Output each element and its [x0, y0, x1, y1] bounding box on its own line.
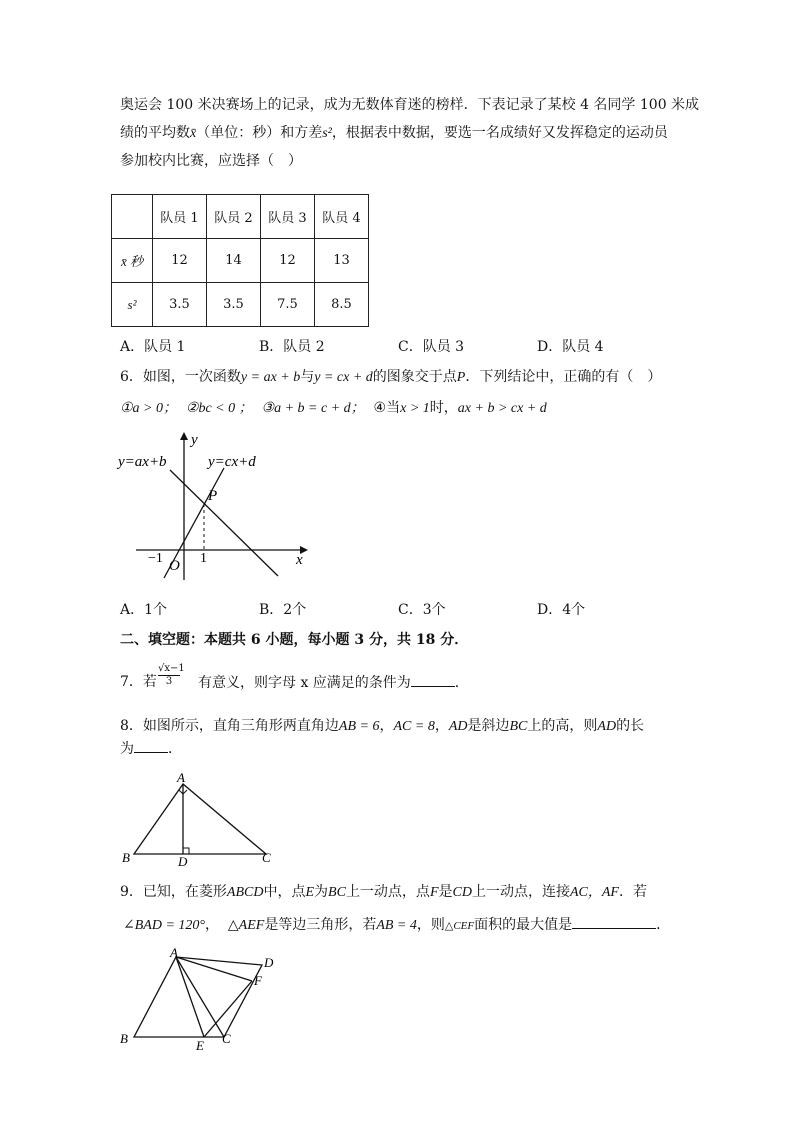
q6-option-d[interactable]: D．4个: [537, 602, 586, 618]
conclusion-3: ③a + b = c + d；: [261, 401, 365, 416]
q8-text: 是斜边: [467, 718, 510, 734]
q6-graph: [112, 428, 322, 588]
conclusion-2: ②bc < 0 ；: [185, 401, 253, 416]
q5-stem-text: （单位：秒）和方差: [196, 125, 323, 141]
label-d: D: [264, 955, 274, 970]
q7-text: 7．若: [120, 674, 157, 690]
q9-stem-line2: [123, 914, 670, 936]
q9-stem-line1: [120, 882, 647, 903]
table-row: [112, 283, 369, 327]
label-b: B: [120, 1031, 128, 1046]
label-e: E: [196, 1038, 204, 1053]
q6-text: 与: [300, 369, 315, 385]
table-header-cell: 队员 4: [315, 195, 369, 239]
q8-text: 的长: [616, 718, 645, 734]
fraction-numerator: √x−1: [158, 663, 185, 674]
table-cell: 3.5: [153, 283, 207, 327]
graph-label-1: 1: [200, 551, 207, 566]
q8-triangle-figure: [116, 768, 286, 868]
label-f: F: [254, 973, 262, 988]
table-cell: 7.5: [261, 283, 315, 327]
point-p: P: [456, 370, 466, 385]
q9-text: 是: [438, 884, 453, 900]
q8-text: 为: [120, 741, 134, 757]
q8-math: AC = 8: [393, 719, 435, 734]
conclusion-4-text: ④当: [373, 400, 401, 416]
q8-stem-line1: [120, 716, 644, 737]
q9-math: BC: [328, 885, 346, 900]
q8-math: BC: [509, 719, 528, 734]
label-c: C: [262, 850, 271, 865]
q6-conclusions: [120, 398, 547, 419]
table-row-label: s²: [112, 283, 153, 327]
graph-label-p: P: [208, 488, 218, 504]
line-ax-b: [170, 470, 278, 576]
fraction-denominator: 3: [165, 676, 173, 687]
table-header-cell: 队员 1: [153, 195, 207, 239]
triangle-abc: [134, 784, 266, 854]
label-a: A: [177, 770, 185, 785]
table-cell: 13: [315, 239, 369, 283]
conclusion-1: ①a > 0；: [120, 401, 177, 416]
q9-math: CD: [452, 885, 472, 900]
label-c: C: [222, 1031, 231, 1046]
q9-rhombus-figure: [116, 945, 286, 1055]
q9-math: AC，AF: [569, 885, 619, 900]
conclusion-4-cond: x > 1: [400, 401, 430, 416]
q9-text: ．若: [618, 884, 647, 900]
conclusion-4-ineq: ax + b > cx + d: [457, 401, 547, 416]
q9-math: △CEF: [444, 920, 475, 932]
label-a: A: [170, 945, 178, 960]
table-header-cell: 队员 2: [207, 195, 261, 239]
q9-text: 上一动点，点: [345, 884, 430, 900]
answer-blank[interactable]: [411, 672, 455, 687]
table-cell: 8.5: [315, 283, 369, 327]
q5-option-d[interactable]: D．队员 4: [537, 339, 604, 355]
q9-text: 9．已知，在菱形: [120, 884, 227, 900]
graph-label-ax-b: y=ax+b: [118, 454, 167, 470]
q9-text: 上一动点，连接: [471, 884, 570, 900]
q6-option-a[interactable]: A．1个: [120, 602, 168, 618]
q9-text: 是等边三角形，若: [264, 917, 377, 933]
conclusion-4-text: 时，: [429, 400, 458, 416]
q7-text: ．: [454, 675, 469, 691]
q9-text: 为: [314, 884, 329, 900]
q6-option-b[interactable]: B．2个: [259, 602, 307, 618]
q9-text: ．: [656, 917, 671, 933]
q8-math: AB = 6: [338, 719, 380, 734]
table-cell: 12: [261, 239, 315, 283]
variance-symbol: s²: [322, 126, 332, 141]
q8-math: AD: [597, 719, 617, 734]
q5-option-b[interactable]: B．队员 2: [259, 339, 325, 355]
label-d: D: [178, 854, 188, 868]
q9-math: E: [305, 885, 315, 900]
q5-option-c[interactable]: C．队员 3: [398, 339, 465, 355]
function-2: y = cx + d: [314, 370, 373, 385]
q9-math: F: [429, 885, 439, 900]
q5-stem-line3: 参加校内比赛，应选择（ ）: [120, 153, 302, 169]
q7-stem-tail: [198, 672, 469, 693]
q5-stem-text: ，根据表中数据，要选一名成绩好又发挥稳定的运动员: [331, 125, 668, 141]
q8-math: AD: [448, 719, 468, 734]
table-cell: 14: [207, 239, 261, 283]
q8-text: ，: [434, 718, 449, 734]
q9-math: ABCD: [226, 885, 264, 900]
section-heading: 二、填空题：本题共 6 小题，每小题 3 分，共 18 分．: [120, 632, 469, 648]
q9-text: ，则: [416, 917, 445, 933]
mean-symbol: x̄: [190, 126, 197, 141]
table-cell: 3.5: [207, 283, 261, 327]
q7-text: 有意义，则字母 x 应满足的条件为: [198, 675, 411, 691]
graph-label-o: O: [169, 558, 180, 574]
q8-text: ．: [168, 741, 182, 757]
table-row-label: x̄ 秒: [112, 239, 153, 283]
graph-label-neg1: −1: [148, 551, 163, 566]
score-table: [111, 194, 369, 327]
q7-stem: [120, 672, 157, 692]
table-header-cell: [112, 195, 153, 239]
rhombus-abcd: [134, 957, 262, 1037]
q5-option-a[interactable]: A．队员 1: [120, 339, 186, 355]
q9-math: △AEF: [227, 918, 265, 933]
function-1: y = ax + b: [240, 370, 301, 385]
table-row: [112, 239, 369, 283]
q6-stem: [120, 367, 661, 388]
q5-stem-line1: 奥运会 100 米决赛场上的记录，成为无数体育迷的榜样．下表记录了某校 4 名同学 100 米成: [120, 97, 700, 113]
q5-stem-line2: [120, 123, 668, 144]
q6-text: ．下列结论中，正确的有（ ）: [465, 369, 662, 385]
q7-fraction: [158, 663, 185, 688]
q6-option-c[interactable]: C．3个: [398, 602, 446, 618]
table-header-cell: 队员 3: [261, 195, 315, 239]
graph-label-cx-d: y=cx+d: [208, 454, 256, 470]
q8-stem-line2: [120, 738, 182, 759]
y-axis-arrow-icon: [180, 432, 188, 440]
q9-math: ∠BAD = 120°: [123, 918, 205, 933]
q9-text: 中，点: [263, 884, 306, 900]
q9-text: ，: [205, 917, 219, 933]
q9-math: AB = 4: [376, 918, 417, 933]
q6-text: 的图象交于点: [372, 369, 457, 385]
q8-text: 上的高，则: [527, 718, 598, 734]
q8-text: 8．如图所示，直角三角形两直角边: [120, 718, 339, 734]
graph-label-x: x: [296, 552, 303, 568]
table-header-row: [112, 195, 369, 239]
table-cell: 12: [153, 239, 207, 283]
q9-text: 面积的最大值是: [474, 917, 573, 933]
answer-blank[interactable]: [134, 738, 168, 753]
graph-label-y: y: [191, 432, 198, 448]
answer-blank[interactable]: [572, 914, 656, 929]
q5-stem-text: 绩的平均数: [120, 125, 190, 141]
q6-text: 6．如图，一次函数: [120, 369, 241, 385]
q8-text: ，: [379, 718, 394, 734]
label-b: B: [122, 850, 130, 865]
